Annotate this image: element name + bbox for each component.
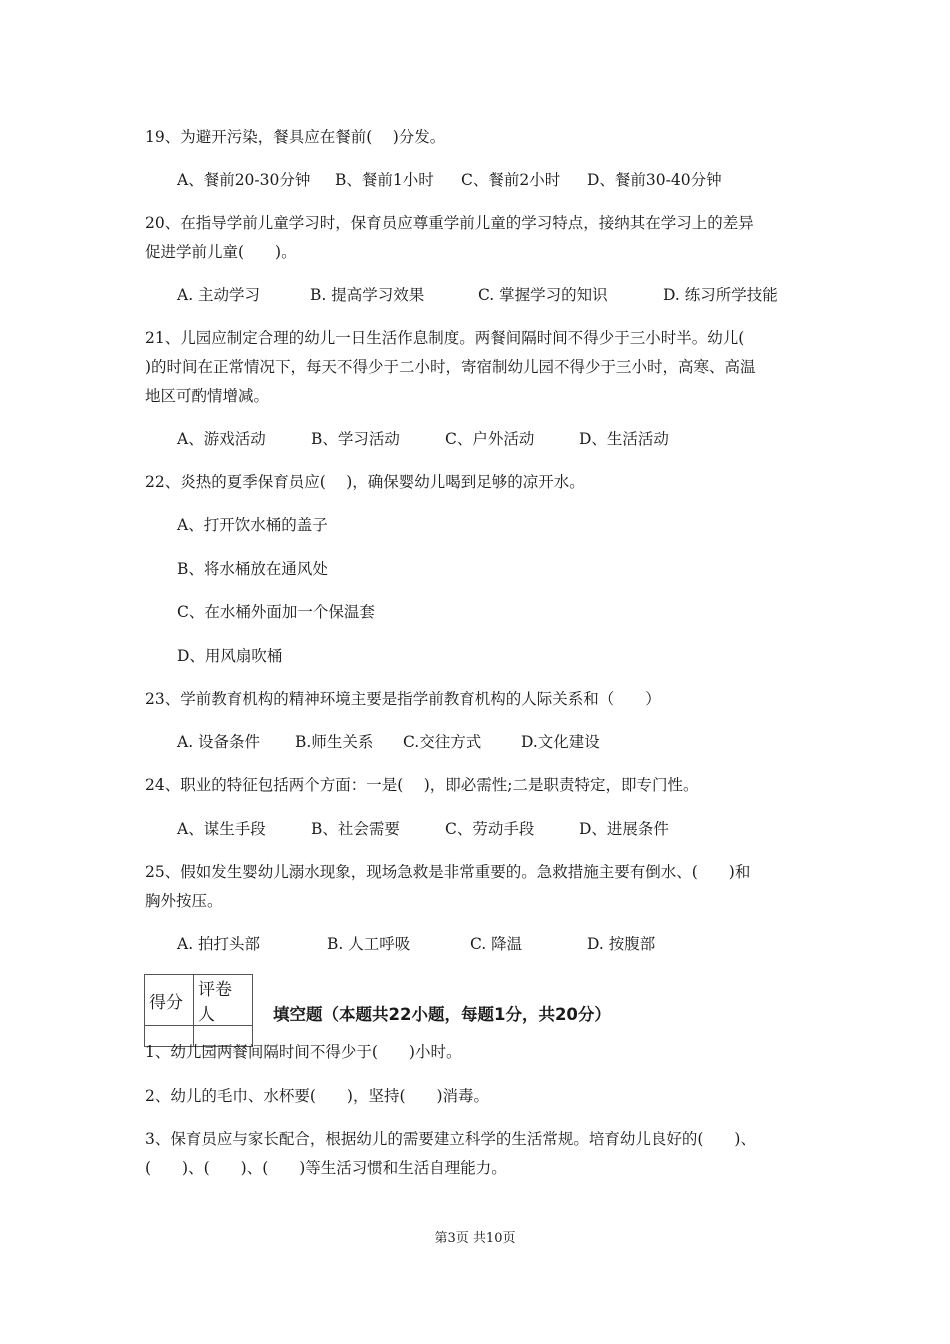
page-footer: 第3页 共10页 xyxy=(434,1231,516,1246)
q19-option-d: D、餐前30-40分钟 xyxy=(587,171,722,189)
section-title: 填空题（本题共22小题，每题1分，共20分） xyxy=(273,1005,611,1024)
q24-option-d: D、进展条件 xyxy=(579,820,669,838)
fill-question-3-line-2: ( )、( )、( )等生活习惯和生活自理能力。 xyxy=(145,1159,507,1177)
q20-option-b: B. 提高学习效果 xyxy=(310,286,425,304)
q22-option-d: D、用风扇吹桶 xyxy=(177,647,283,665)
q19-option-b: B、餐前1小时 xyxy=(335,171,434,189)
q24-option-c: C、劳动手段 xyxy=(445,820,535,838)
question-20-line-1: 20、在指导学前儿童学习时，保育员应尊重学前儿童的学习特点，接纳其在学习上的差异 xyxy=(145,214,754,232)
question-23: 23、学前教育机构的精神环境主要是指学前教育机构的人际关系和（ ） xyxy=(145,690,661,708)
question-19: 19、为避开污染，餐具应在餐前( )分发。 xyxy=(145,128,446,146)
question-20-line-2: 促进学前儿童( )。 xyxy=(145,243,297,261)
q21-option-a: A、游戏活动 xyxy=(177,430,266,448)
q21-option-b: B、学习活动 xyxy=(311,430,400,448)
q25-option-c: C. 降温 xyxy=(470,935,523,953)
question-25-line-2: 胸外按压。 xyxy=(145,892,223,910)
q24-option-a: A、谋生手段 xyxy=(177,820,266,838)
fill-question-3-line-1: 3、保育员应与家长配合，根据幼儿的需要建立科学的生活常规。培育幼儿良好的( )、 xyxy=(145,1130,756,1148)
question-24: 24、职业的特征包括两个方面：一是( )，即必需性;二是职责特定，即专门性。 xyxy=(145,776,699,794)
q23-option-b: B.师生关系 xyxy=(295,733,374,751)
q22-option-c: C、在水桶外面加一个保温套 xyxy=(177,603,375,621)
fill-question-1: 1、幼儿园两餐间隔时间不得少于( )小时。 xyxy=(145,1043,462,1061)
q23-option-a: A. 设备条件 xyxy=(177,733,261,751)
score-label: 得分 xyxy=(145,975,194,1026)
q20-option-c: C. 掌握学习的知识 xyxy=(478,286,608,304)
q23-option-c: C.交往方式 xyxy=(403,733,482,751)
score-table xyxy=(144,974,253,1047)
q20-option-d: D. 练习所学技能 xyxy=(663,286,778,304)
question-25-line-1: 25、假如发生婴幼儿溺水现象，现场急救是非常重要的。急救措施主要有倒水、( )和 xyxy=(145,863,751,881)
question-21-line-2: )的时间在正常情况下，每天不得少于二小时，寄宿制幼儿园不得少于三小时，高寒、高温 xyxy=(145,358,756,376)
q23-option-d: D.文化建设 xyxy=(521,733,600,751)
q20-option-a: A. 主动学习 xyxy=(177,286,261,304)
q19-option-c: C、餐前2小时 xyxy=(461,171,561,189)
grader-label: 评卷人 xyxy=(194,975,253,1026)
question-22: 22、炎热的夏季保育员应( )，确保婴幼儿喝到足够的凉开水。 xyxy=(145,473,585,491)
q22-option-a: A、打开饮水桶的盖子 xyxy=(177,516,328,534)
q21-option-c: C、户外活动 xyxy=(445,430,535,448)
q25-option-d: D. 按腹部 xyxy=(587,935,656,953)
q25-option-a: A. 拍打头部 xyxy=(177,935,261,953)
question-21-line-1: 21、儿园应制定合理的幼儿一日生活作息制度。两餐间隔时间不得少于三小时半。幼儿( xyxy=(145,329,745,347)
q24-option-b: B、社会需要 xyxy=(311,820,400,838)
question-21-line-3: 地区可酌情增减。 xyxy=(145,387,270,405)
q19-option-a: A、餐前20-30分钟 xyxy=(177,171,311,189)
q25-option-b: B. 人工呼吸 xyxy=(327,935,411,953)
q21-option-d: D、生活活动 xyxy=(579,430,669,448)
q22-option-b: B、将水桶放在通风处 xyxy=(177,560,328,578)
fill-question-2: 2、幼儿的毛巾、水杯要( )，坚持( )消毒。 xyxy=(145,1087,490,1105)
